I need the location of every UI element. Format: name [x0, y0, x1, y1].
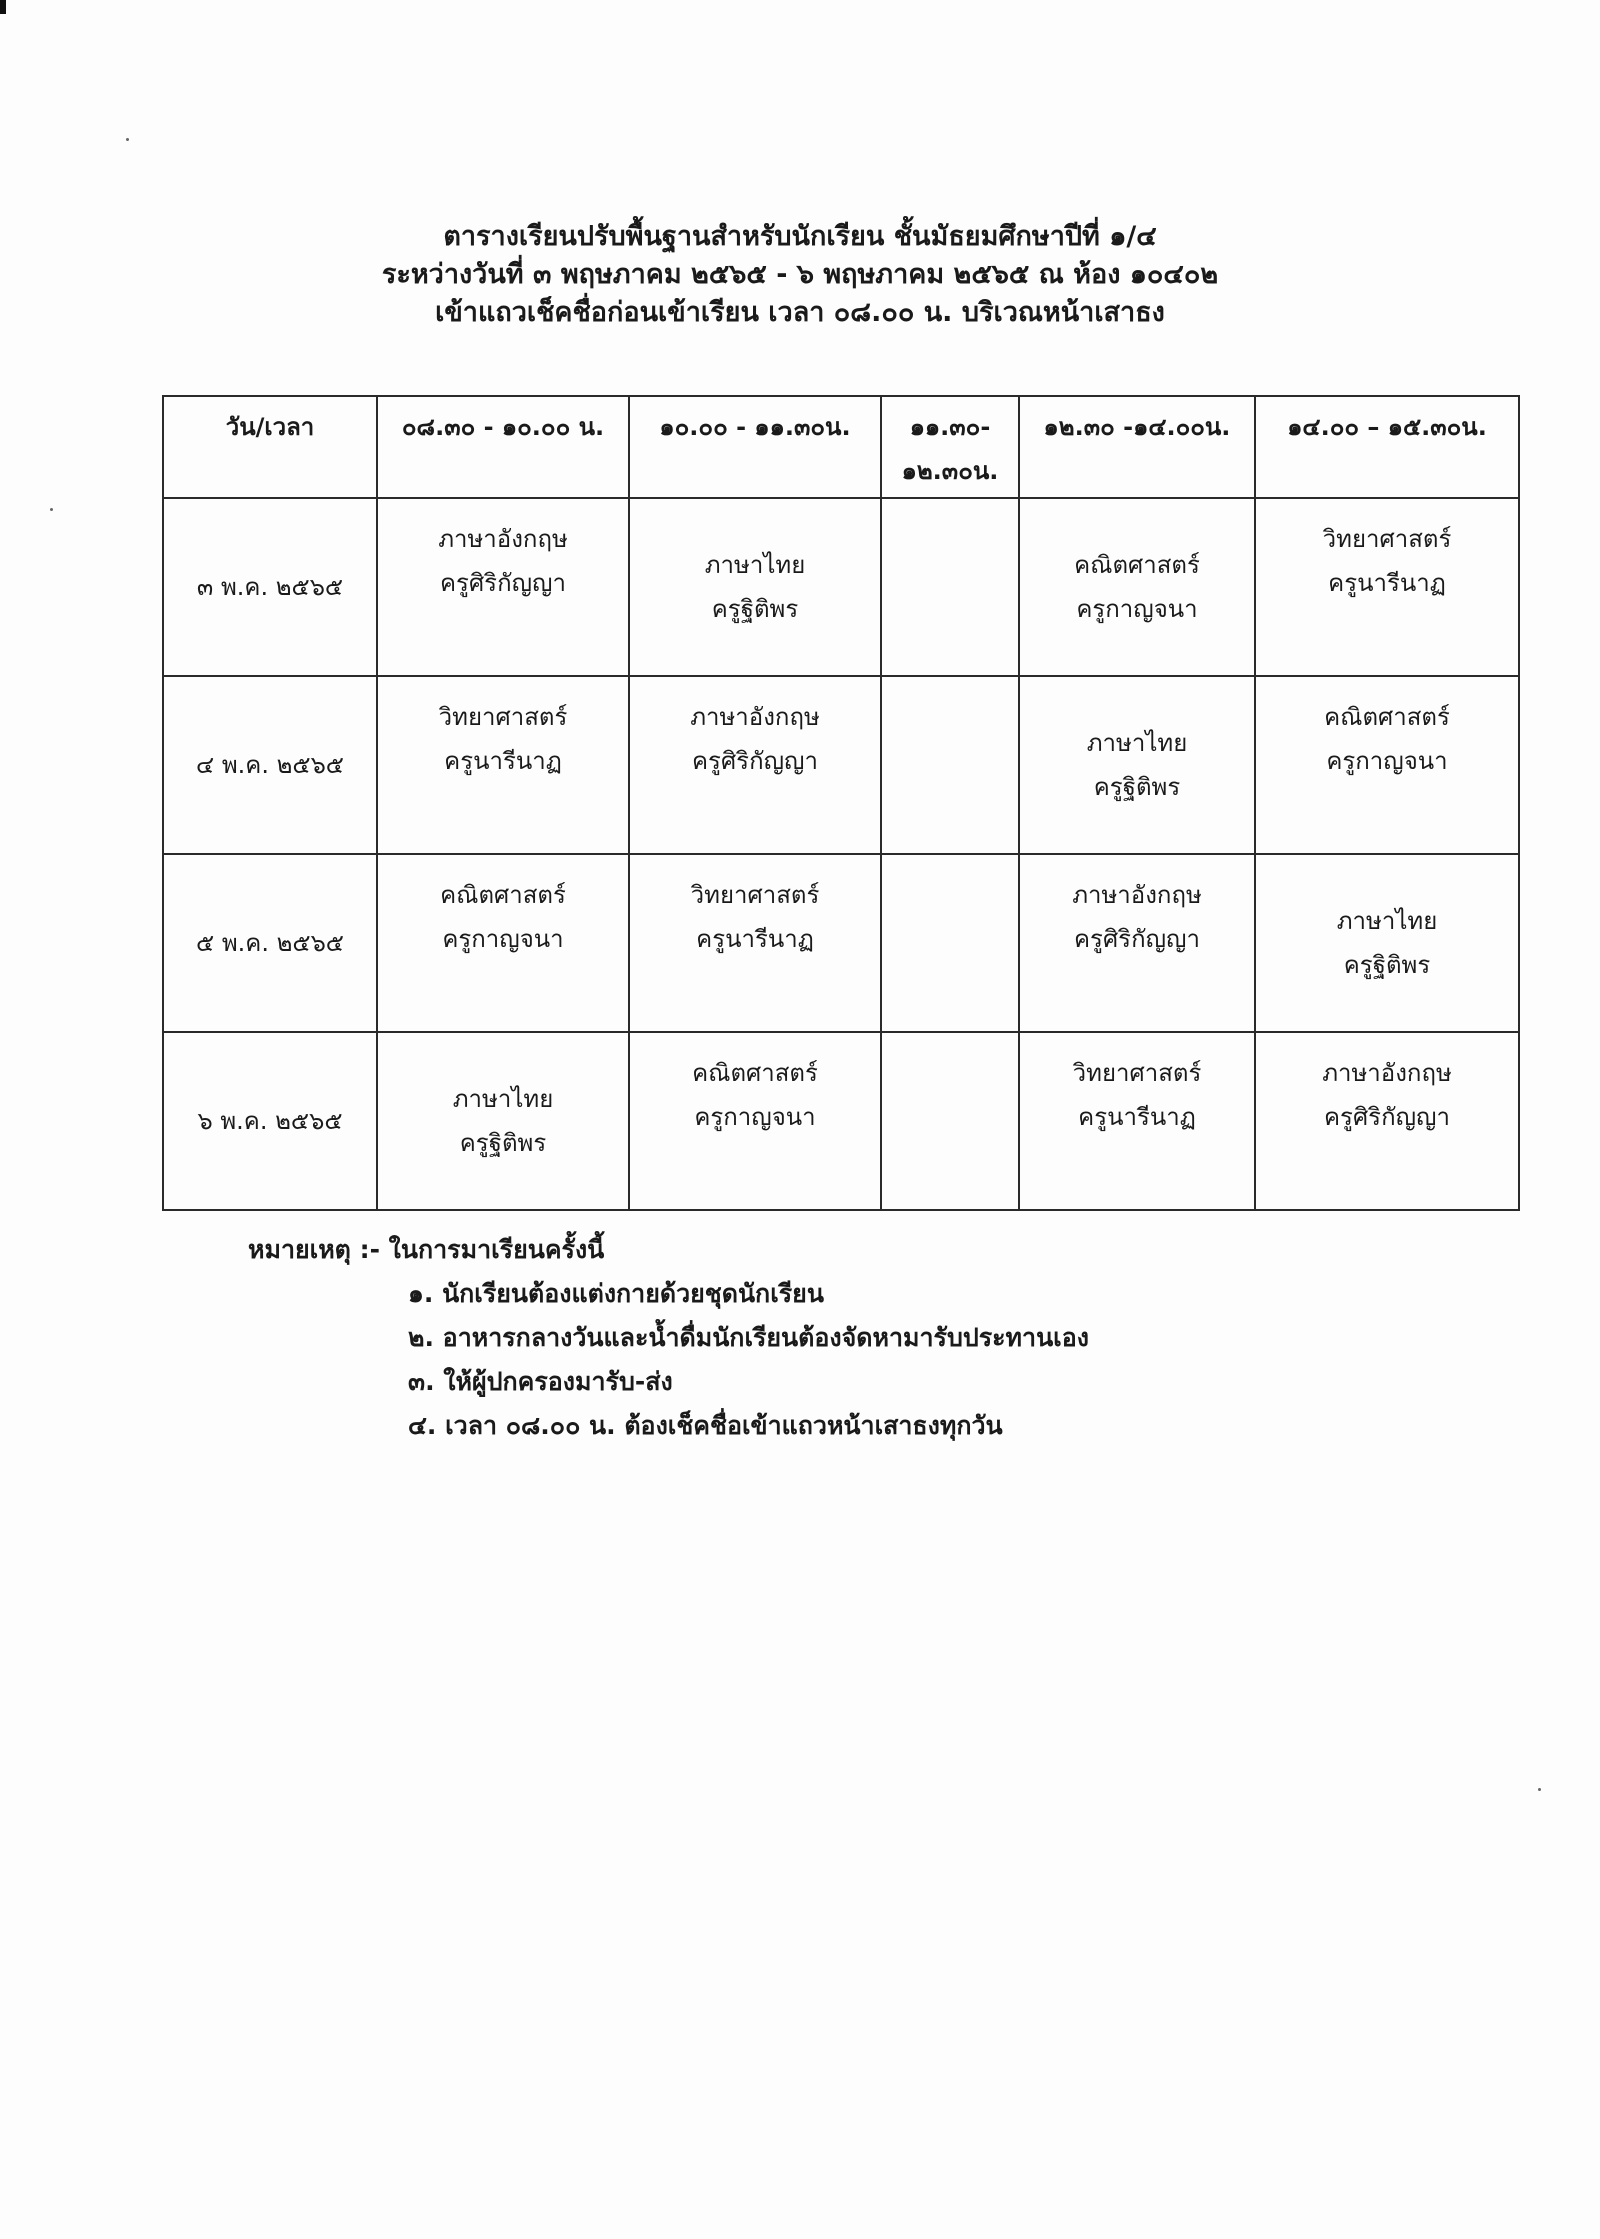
teacher-label: ครูฐิติพร — [711, 595, 799, 623]
class-cell — [629, 1032, 881, 1210]
teacher-label: ครูกาญจนา — [442, 925, 564, 953]
column-header-period-3: ๑๒.๓๐ -๑๔.๐๐น. — [1019, 396, 1255, 498]
subject-label: วิทยาศาสตร์ — [1072, 1059, 1202, 1087]
column-header-period-1: ๐๘.๓๐ - ๑๐.๐๐ น. — [377, 396, 629, 498]
table-header-row — [163, 396, 1519, 498]
class-cell — [377, 854, 629, 1032]
subject-label: ภาษาไทย — [704, 551, 806, 579]
day-cell: ๕ พ.ค. ๒๕๖๕ — [163, 854, 377, 1032]
list-item: ๔. เวลา ๐๘.๐๐ น. ต้องเช็คชื่อเข้าแถวหน้าเสาธงทุกวัน — [408, 1411, 1003, 1440]
notes-heading: หมายเหตุ :- ในการมาเรียนครั้งนี้ — [248, 1235, 605, 1264]
teacher-label: ครูฐิติพร — [1343, 951, 1431, 979]
teacher-label: ครูกาญจนา — [694, 1103, 816, 1131]
table-row — [163, 1032, 1519, 1210]
class-cell — [1255, 1032, 1519, 1210]
list-item: ๓. ให้ผู้ปกครองมารับ-ส่ง — [408, 1367, 673, 1396]
subject-label: วิทยาศาสตร์ — [1322, 525, 1452, 553]
header-assembly-note: เข้าแถวเช็คชื่อก่อนเข้าเรียน เวลา ๐๘.๐๐ น. บริเวณหน้าเสาธง — [435, 297, 1165, 328]
subject-label: คณิตศาสตร์ — [440, 881, 566, 909]
subject-label: ภาษาอังกฤษ — [1072, 881, 1202, 909]
subject-label: วิทยาศาสตร์ — [438, 703, 568, 731]
teacher-label: ครูนารีนาฏ — [696, 925, 814, 953]
schedule-table — [162, 395, 1520, 1211]
teacher-label: ครูศิริกัญญา — [692, 747, 818, 775]
teacher-label: ครูนารีนาฏ — [444, 747, 562, 775]
subject-label: คณิตศาสตร์ — [692, 1059, 818, 1087]
teacher-label: ครูกาญจนา — [1326, 747, 1448, 775]
scan-speck — [126, 138, 129, 141]
teacher-label: ครูฐิติพร — [1093, 773, 1181, 801]
class-cell — [377, 498, 629, 676]
lunch-cell — [881, 1032, 1019, 1210]
header-date-range: ระหว่างวันที่ ๓ พฤษภาคม ๒๕๖๕ - ๖ พฤษภาคม ๒๕๖๕ ณ ห้อง ๑๐๔๐๒ — [381, 259, 1219, 290]
lunch-cell — [881, 498, 1019, 676]
day-cell: ๖ พ.ค. ๒๕๖๕ — [163, 1032, 377, 1210]
class-cell — [1255, 854, 1519, 1032]
day-cell: ๓ พ.ค. ๒๕๖๕ — [163, 498, 377, 676]
notes-list — [248, 1272, 1448, 1448]
list-item: ๑. นักเรียนต้องแต่งกายด้วยชุดนักเรียน — [408, 1279, 824, 1308]
class-cell — [1019, 1032, 1255, 1210]
subject-label: ภาษาไทย — [452, 1085, 554, 1113]
class-cell — [1255, 498, 1519, 676]
teacher-label: ครูศิริกัญญา — [1324, 1103, 1450, 1131]
teacher-label: ครูนารีนาฏ — [1078, 1103, 1196, 1131]
class-cell — [377, 676, 629, 854]
subject-label: ภาษาไทย — [1086, 729, 1188, 757]
class-cell — [629, 854, 881, 1032]
class-cell — [1019, 854, 1255, 1032]
table-row — [163, 854, 1519, 1032]
column-header-lunch: ๑๑.๓๐- ๑๒.๓๐น. — [881, 396, 1019, 498]
subject-label: ภาษาไทย — [1336, 907, 1438, 935]
teacher-label: ครูนารีนาฏ — [1328, 569, 1446, 597]
document-header — [0, 218, 1600, 332]
column-header-period-4: ๑๔.๐๐ – ๑๕.๓๐น. — [1255, 396, 1519, 498]
scan-speck — [50, 508, 53, 511]
day-cell: ๔ พ.ค. ๒๕๖๕ — [163, 676, 377, 854]
teacher-label: ครูศิริกัญญา — [440, 569, 566, 597]
class-cell — [377, 1032, 629, 1210]
scan-corner-mark — [0, 0, 6, 14]
header-title: ตารางเรียนปรับพื้นฐานสำหรับนักเรียน ชั้นมัธยมศึกษาปีที่ ๑/๔ — [443, 221, 1157, 252]
notes-section — [248, 1228, 1448, 1448]
scan-speck — [1538, 1788, 1541, 1791]
subject-label: คณิตศาสตร์ — [1074, 551, 1200, 579]
class-cell — [1019, 498, 1255, 676]
class-cell — [629, 676, 881, 854]
list-item: ๒. อาหารกลางวันและน้ำดื่มนักเรียนต้องจัดหามารับประทานเอง — [408, 1323, 1089, 1352]
table-row — [163, 498, 1519, 676]
table-row — [163, 676, 1519, 854]
subject-label: ภาษาอังกฤษ — [1322, 1059, 1452, 1087]
lunch-cell — [881, 854, 1019, 1032]
subject-label: วิทยาศาสตร์ — [690, 881, 820, 909]
subject-label: ภาษาอังกฤษ — [438, 525, 568, 553]
column-header-period-2: ๑๐.๐๐ - ๑๑.๓๐น. — [629, 396, 881, 498]
class-cell — [629, 498, 881, 676]
column-header-day: วัน/เวลา — [163, 396, 377, 498]
teacher-label: ครูกาญจนา — [1076, 595, 1198, 623]
teacher-label: ครูฐิติพร — [459, 1129, 547, 1157]
class-cell — [1255, 676, 1519, 854]
subject-label: ภาษาอังกฤษ — [690, 703, 820, 731]
subject-label: คณิตศาสตร์ — [1324, 703, 1450, 731]
teacher-label: ครูศิริกัญญา — [1074, 925, 1200, 953]
class-cell — [1019, 676, 1255, 854]
lunch-cell — [881, 676, 1019, 854]
